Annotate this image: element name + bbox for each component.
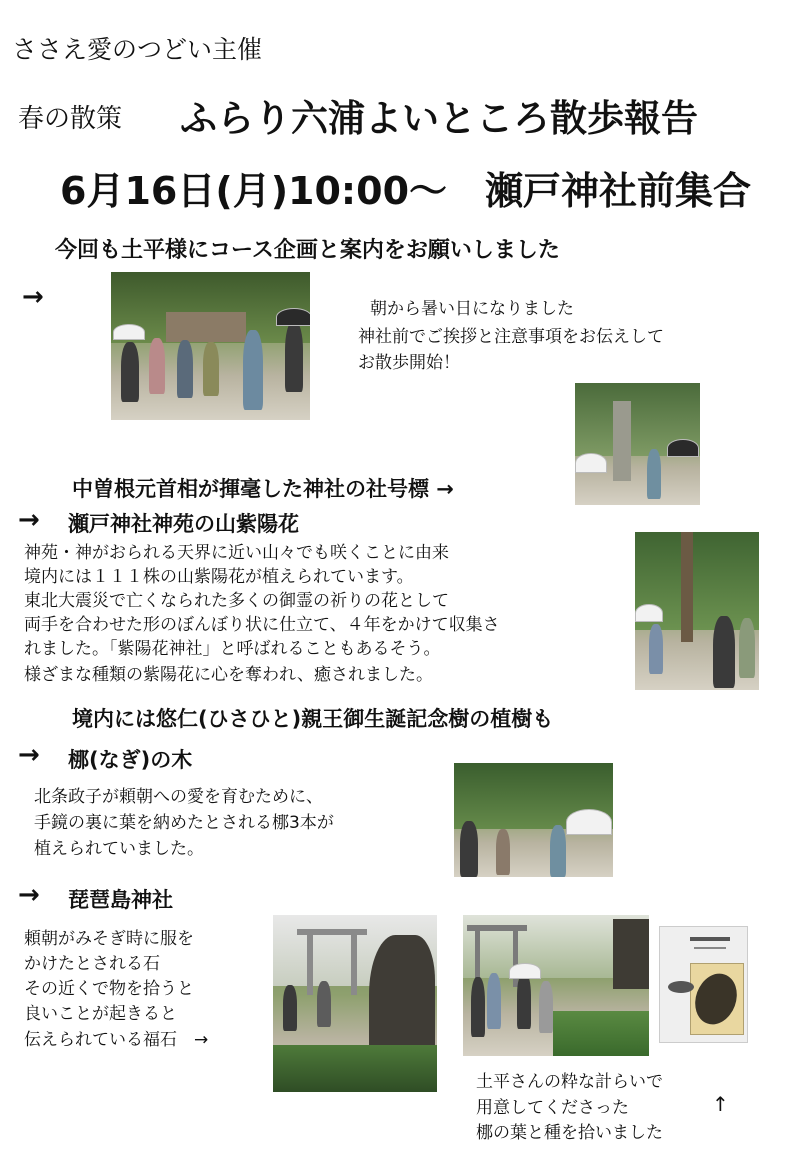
page-title: ふらり六浦よいところ散歩報告 <box>180 97 698 140</box>
section1-line-1: 朝から暑い日になりました <box>370 299 574 319</box>
nagi-line-3: 植えられていました。 <box>34 839 204 859</box>
biwajima-line-4: 良いことが起きると <box>24 1004 177 1024</box>
hydrangea-line-1: 神苑・神がおられる天界に近い山々でも咲くことに由来 <box>24 543 449 563</box>
stone-marker-caption: 中曽根元首相が揮毫した神社の社号標 → <box>72 477 454 501</box>
nagi-line-1: 北条政子が頼朝への愛を育むために、 <box>34 787 323 807</box>
closing-line-2: 用意してくださった <box>476 1098 629 1118</box>
date-line: 6月16日(月)10:00～ 瀬戸神社前集合 <box>60 169 752 213</box>
fukuishi-stone-photo <box>273 915 437 1092</box>
biwajima-line-5: 伝えられている福石 → <box>24 1030 209 1050</box>
shrine-stone-marker-photo <box>575 383 700 505</box>
biwajima-line-3: その近くで物を拾うと <box>24 979 194 999</box>
season-label: 春の散策 <box>18 104 123 134</box>
nagi-tree-photo <box>454 763 613 877</box>
nagi-tree-heading: 梛(なぎ)の木 <box>68 748 193 772</box>
hydrangea-heading: 瀬戸神社神苑の山紫陽花 <box>68 512 299 536</box>
group-photo-shrine-front <box>111 272 310 420</box>
closing-line-3: 梛の葉と種を拾いました <box>476 1123 663 1143</box>
biwajima-line-2: かけたとされる石 <box>24 954 160 974</box>
hydrangea-line-6: 様ざまな種類の紫陽花に心を奪われ、癒されました。 <box>24 665 434 685</box>
up-arrow-icon: ↑ <box>712 1092 729 1116</box>
arrow-icon: → <box>18 880 40 910</box>
nagi-leaves-seeds-photo <box>659 926 748 1043</box>
arrow-icon: → <box>22 282 44 312</box>
hydrangea-line-2: 境内には１１１株の山紫陽花が植えられています。 <box>24 567 414 587</box>
hydrangea-garden-photo <box>635 532 759 690</box>
intro-text: 今回も土平様にコース企画と案内をお願いしました <box>55 238 560 263</box>
section1-line-3: お散歩開始！ <box>358 353 460 373</box>
biwajima-line-1: 頼朝がみそぎ時に服を <box>24 929 194 949</box>
hydrangea-line-3: 東北大震災で亡くなられた多くの御霊の祈りの花として <box>24 591 449 611</box>
nagi-line-2: 手鏡の裏に葉を納めたとされる梛3本が <box>34 813 334 833</box>
hydrangea-line-4: 両手を合わせた形のぼんぼり状に仕立て、４年をかけて収集さ <box>24 615 500 635</box>
closing-line-1: 土平さんの粋な計らいで <box>476 1072 663 1092</box>
biwajima-shrine-group-photo <box>463 915 649 1056</box>
hydrangea-line-5: れました。「紫陽花神社」と呼ばれることもあるそう。 <box>24 639 441 659</box>
organizer-text: ささえ愛のつどい主催 <box>12 35 263 64</box>
biwajima-heading: 琵琶島神社 <box>68 888 173 912</box>
arrow-icon: → <box>18 740 40 770</box>
memorial-tree-note: 境内には悠仁(ひさひと)親王御生誕記念樹の植樹も <box>72 707 554 731</box>
arrow-icon: → <box>18 505 40 535</box>
section1-line-2: 神社前でご挨拶と注意事項をお伝えして <box>358 327 664 347</box>
